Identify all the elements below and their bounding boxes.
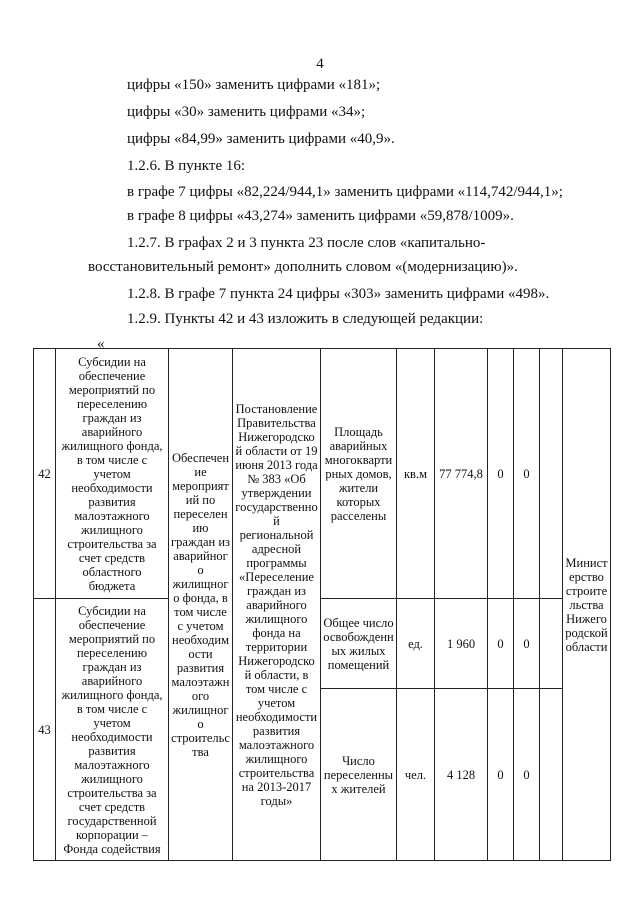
empty-cell xyxy=(540,349,563,599)
row-number: 43 xyxy=(34,599,56,861)
program-table xyxy=(33,348,611,861)
value-cell: 4 128 xyxy=(435,689,488,861)
paragraph: 1.2.9. Пункты 42 и 43 изложить в следующей редакции: xyxy=(127,311,484,327)
paragraph: цифры «150» заменить цифрами «181»; xyxy=(127,77,381,93)
indicator-name: Площадь аварийных многоквартирных домов, жители которых расселены xyxy=(321,349,397,599)
paragraph: 1.2.7. В графах 2 и 3 пункта 23 после слов «капитально- xyxy=(127,235,486,251)
table-row xyxy=(34,599,611,689)
paragraph: восстановительный ремонт» дополнить словом «(модернизацию)». xyxy=(88,259,518,275)
paragraph: 1.2.8. В графе 7 пункта 24 цифры «303» заменить цифрами «498». xyxy=(127,286,550,302)
paragraph: 1.2.6. В пункте 16: xyxy=(127,158,246,174)
value-cell: 0 xyxy=(488,349,514,599)
indicator-name: Число переселенных жителей xyxy=(321,689,397,861)
value-cell: 0 xyxy=(514,599,540,689)
legal-basis-cell: Постановление Правительства Нижегородской области от 19 июня 2013 года № 383 «Об утверждении государственной региональной адресной программы «Переселение граждан из аварийного жилищного фонда на территории Нижегородской области, в том числе с учетом необходимости развития малоэтажного жилищного строительства на 2013-2017 годы» xyxy=(233,349,321,861)
indicator-name: Общее число освобожденных жилых помещений xyxy=(321,599,397,689)
table-row xyxy=(34,349,611,599)
open-quote-mark: « xyxy=(97,336,105,352)
value-cell: 0 xyxy=(514,349,540,599)
activity-title: Субсидии на обеспечение мероприятий по переселению граждан из аварийного жилищного фонда, в том числе с учетом необходимости развития малоэтажного жилищного строительства за счет средств государственной корпорации – Фонда содействия xyxy=(56,599,169,861)
page-number: 4 xyxy=(316,56,324,72)
paragraph: в графе 8 цифры «43,274» заменить цифрами «59,878/1009». xyxy=(127,208,514,224)
empty-cell xyxy=(540,689,563,861)
value-cell: 1 960 xyxy=(435,599,488,689)
unit-cell: ед. xyxy=(397,599,435,689)
activity-title: Субсидии на обеспечение мероприятий по переселению граждан из аварийного жилищного фонда, в том числе с учетом необходимости развития малоэтажного жилищного строительства за счет средств областного бюджета xyxy=(56,349,169,599)
unit-cell: кв.м xyxy=(397,349,435,599)
empty-cell xyxy=(540,599,563,689)
paragraph: цифры «84,99» заменить цифрами «40,9». xyxy=(127,131,395,147)
paragraph: цифры «30» заменить цифрами «34»; xyxy=(127,104,366,120)
value-cell: 0 xyxy=(488,689,514,861)
unit-cell: чел. xyxy=(397,689,435,861)
purpose-cell: Обеспечение мероприятий по переселению граждан из аварийного жилищного фонда, в том числе с учетом необходимости развития малоэтажного жилищного строительства xyxy=(169,349,233,861)
value-cell: 0 xyxy=(514,689,540,861)
executor-cell: Министерство строительства Нижегородской области xyxy=(563,349,611,861)
value-cell: 77 774,8 xyxy=(435,349,488,599)
row-number: 42 xyxy=(34,349,56,599)
paragraph: в графе 7 цифры «82,224/944,1» заменить цифрами «114,742/944,1»; xyxy=(127,184,563,200)
value-cell: 0 xyxy=(488,599,514,689)
